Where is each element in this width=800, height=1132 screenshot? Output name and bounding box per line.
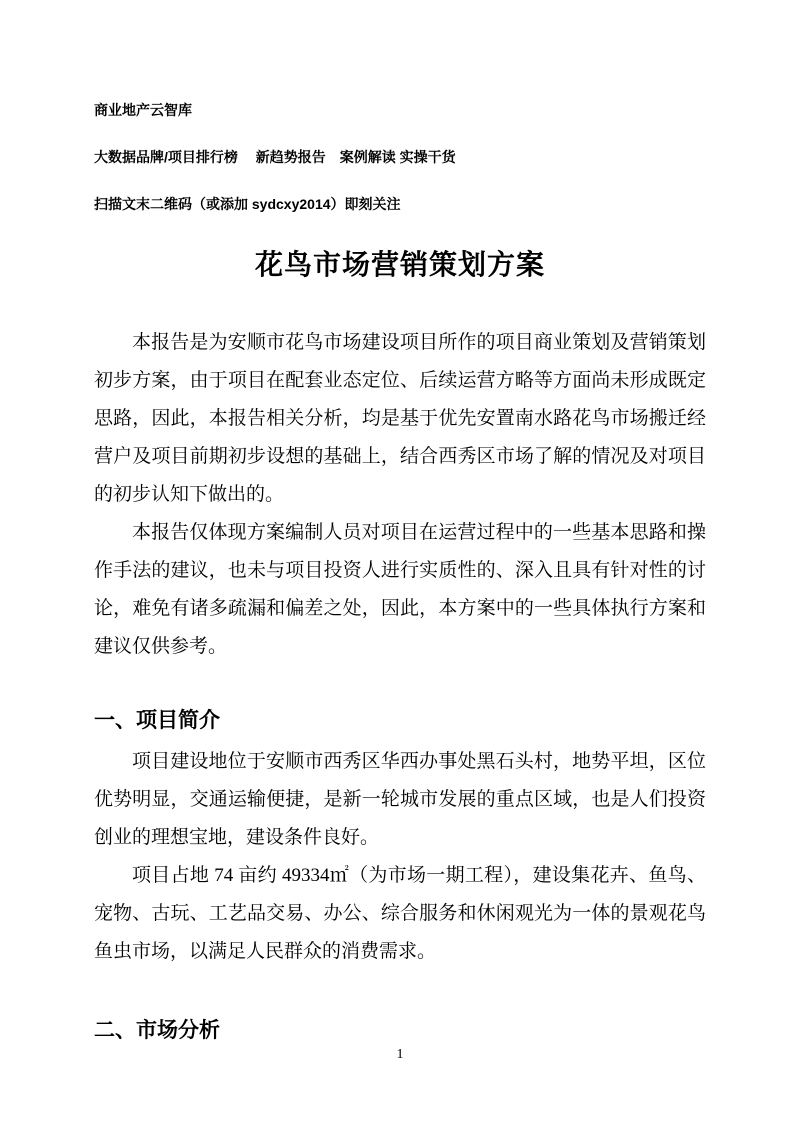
intro-paragraph-2: 本报告仅体现方案编制人员对项目在运营过程中的一些基本思路和操作手法的建议，也未与项目投资人进行实质性的、深入且具有针对性的讨论，难免有诸多疏漏和偏差之处，因此，本方案中的一些具体执行方案和建议仅供参考。	[94, 522, 706, 657]
document-title: 花鸟市场营销策划方案	[254, 249, 545, 280]
section1-paragraph-2: 项目占地 74 亩约 49334㎡（为市场一期工程），建设集花卉、鱼鸟、宠物、古玩、工艺品交易、办公、综合服务和休闲观光为一体的景观花鸟鱼虫市场，以满足人民群众的消费需求。	[94, 865, 706, 962]
header-topics-line: 大数据品牌/项目排行榜 新趋势报告 案例解读 实操干货	[94, 149, 456, 165]
header-follow-line: 扫描文末二维码（或添加 sydcxy2014）即刻关注	[94, 196, 401, 212]
page-content	[94, 0, 706, 1045]
intro-paragraph-1: 本报告是为安顺市花鸟市场建设项目所作的项目商业策划及营销策划初步方案，由于项目在配套业态定位、后续运营方略等方面尚未形成既定思路，因此，本报告相关分析，均是基于优先安置南水路花鸟市场搬迁经营户及项目前期初步设想的基础上，结合西秀区市场了解的情况及对项目的初步认知下做出的。	[94, 332, 706, 505]
page-number: 1	[396, 1047, 404, 1062]
header-brand-line: 商业地产云智库	[94, 102, 192, 118]
section-heading-project-intro: 一、项目简介	[94, 709, 220, 732]
section1-paragraph-1: 项目建设地位于安顺市西秀区华西办事处黑石头村，地势平坦，区位优势明显，交通运输便捷，是新一轮城市发展的重点区域，也是人们投资创业的理想宝地，建设条件良好。	[94, 751, 706, 848]
section-heading-market-analysis: 二、市场分析	[94, 1019, 220, 1042]
